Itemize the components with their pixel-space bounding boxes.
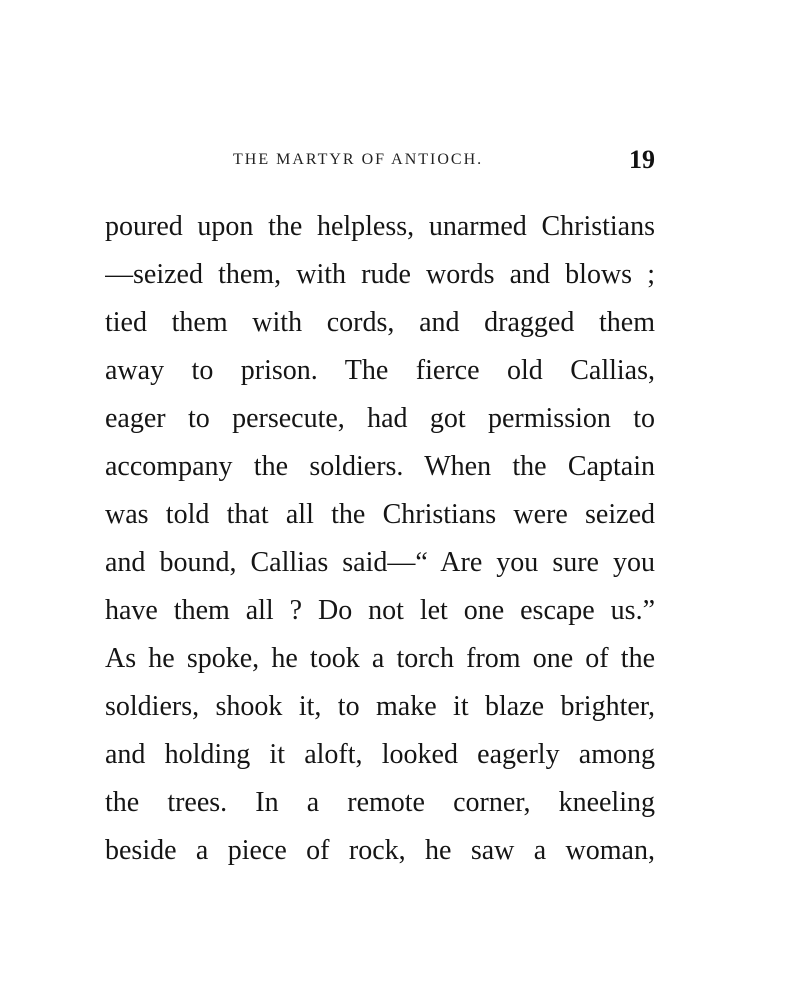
text-line: soldiers, shook it, to make it blaze brighter, bbox=[105, 691, 655, 722]
text-line: poured upon the helpless, unarmed Christians bbox=[105, 211, 655, 242]
text-line: away to prison. The fierce old Callias, bbox=[105, 355, 655, 386]
text-line: accompany the soldiers. When the Captain bbox=[105, 451, 655, 482]
text-line: was told that all the Christians were seized bbox=[105, 499, 655, 530]
text-line: eager to persecute, had got permission to bbox=[105, 403, 655, 434]
body-text bbox=[105, 203, 655, 875]
running-title: THE MARTYR OF ANTIOCH. bbox=[233, 151, 484, 168]
text-line: beside a piece of rock, he saw a woman, bbox=[105, 835, 655, 866]
page-number: 19 bbox=[629, 145, 655, 174]
text-line: As he spoke, he took a torch from one of the bbox=[105, 643, 655, 674]
text-line: and bound, Callias said—“ Are you sure you bbox=[105, 547, 655, 578]
text-line: —seized them, with rude words and blows ; bbox=[105, 259, 655, 290]
text-line: the trees. In a remote corner, kneeling bbox=[105, 787, 655, 818]
text-line: and holding it aloft, looked eagerly among bbox=[105, 739, 655, 770]
text-line: tied them with cords, and dragged them bbox=[105, 307, 655, 338]
running-head bbox=[105, 145, 655, 175]
text-line: have them all ? Do not let one escape us.” bbox=[105, 595, 655, 626]
